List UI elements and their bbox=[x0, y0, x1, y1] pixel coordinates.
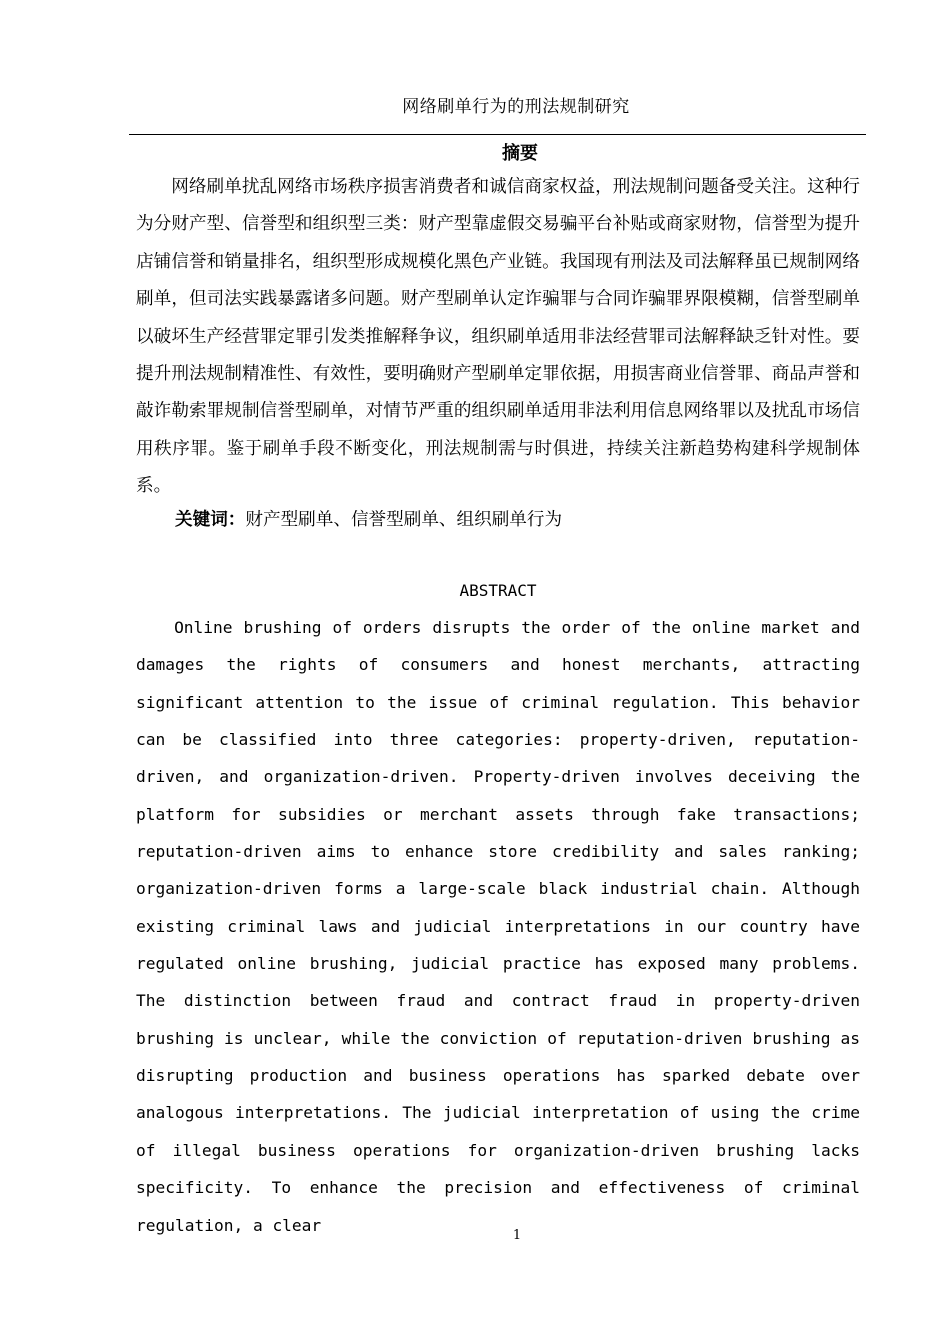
abstract-zh-heading: 摘要 bbox=[502, 143, 538, 164]
abstract-en-heading: ABSTRACT bbox=[459, 581, 537, 600]
page-number: 1 bbox=[512, 1228, 522, 1243]
keywords-line bbox=[175, 505, 855, 535]
keywords-label: 关键词： bbox=[175, 510, 246, 530]
abstract-zh-body: 网络刷单扰乱网络市场秩序损害消费者和诚信商家权益，刑法规制问题备受关注。这种行为分财产型、信誉型和组织型三类：财产型靠虚假交易骗平台补贴或商家财物，信誉型为提升店铺信誉和销量排名，组织型形成规模化黑色产业链。我国现有刑法及司法解释虽已规制网络刷单，但司法实践暴露诸多问题。财产型刷单认定诈骗罪与合同诈骗罪界限模糊，信誉型刷单以破坏生产经营罪定罪引发类推解释争议，组织刷单适用非法经营罪司法解释缺乏针对性。要提升刑法规制精准性、有效性，要明确财产型刷单定罪依据，用损害商业信誉罪、商品声誉和敲诈勒索罪规制信誉型刷单，对情节严重的组织刷单适用非法利用信息网络罪以及扰乱市场信用秩序罪。鉴于刷单手段不断变化，刑法规制需与时俱进，持续关注新趋势构建科学规制体系。 bbox=[136, 177, 860, 497]
running-header-title: 网络刷单行为的刑法规制研究 bbox=[402, 97, 630, 117]
keywords-value: 财产型刷单、信誉型刷单、组织刷单行为 bbox=[245, 510, 563, 530]
header-divider bbox=[129, 134, 866, 135]
abstract-en-body: Online brushing of orders disrupts the order of the online market and damages the rights of consumers and honest merchants, attracting significant attention to the issue of criminal regulation. This behavior can be classified into three categories: property-driven, reputation-driven, and organization-driven. Property-driven involves deceiving the platform for subsidies or merchant assets through fake transactions; reputation-driven aims to enhance store credibility and sales ranking; organization-driven forms a large-scale black industrial chain. Although existing criminal laws and judicial interpretations in our country have regulated online brushing, judicial practice has exposed many problems. The distinction between fraud and contract fraud in property-driven brushing is unclear, while the conviction of reputation-driven brushing as disrupting production and business operations has sparked debate over analogous interpretations. The judicial interpretation of using the crime of illegal business operations for organization-driven brushing lacks specificity. To enhance the precision and effectiveness of criminal regulation, a clear bbox=[136, 618, 860, 1235]
